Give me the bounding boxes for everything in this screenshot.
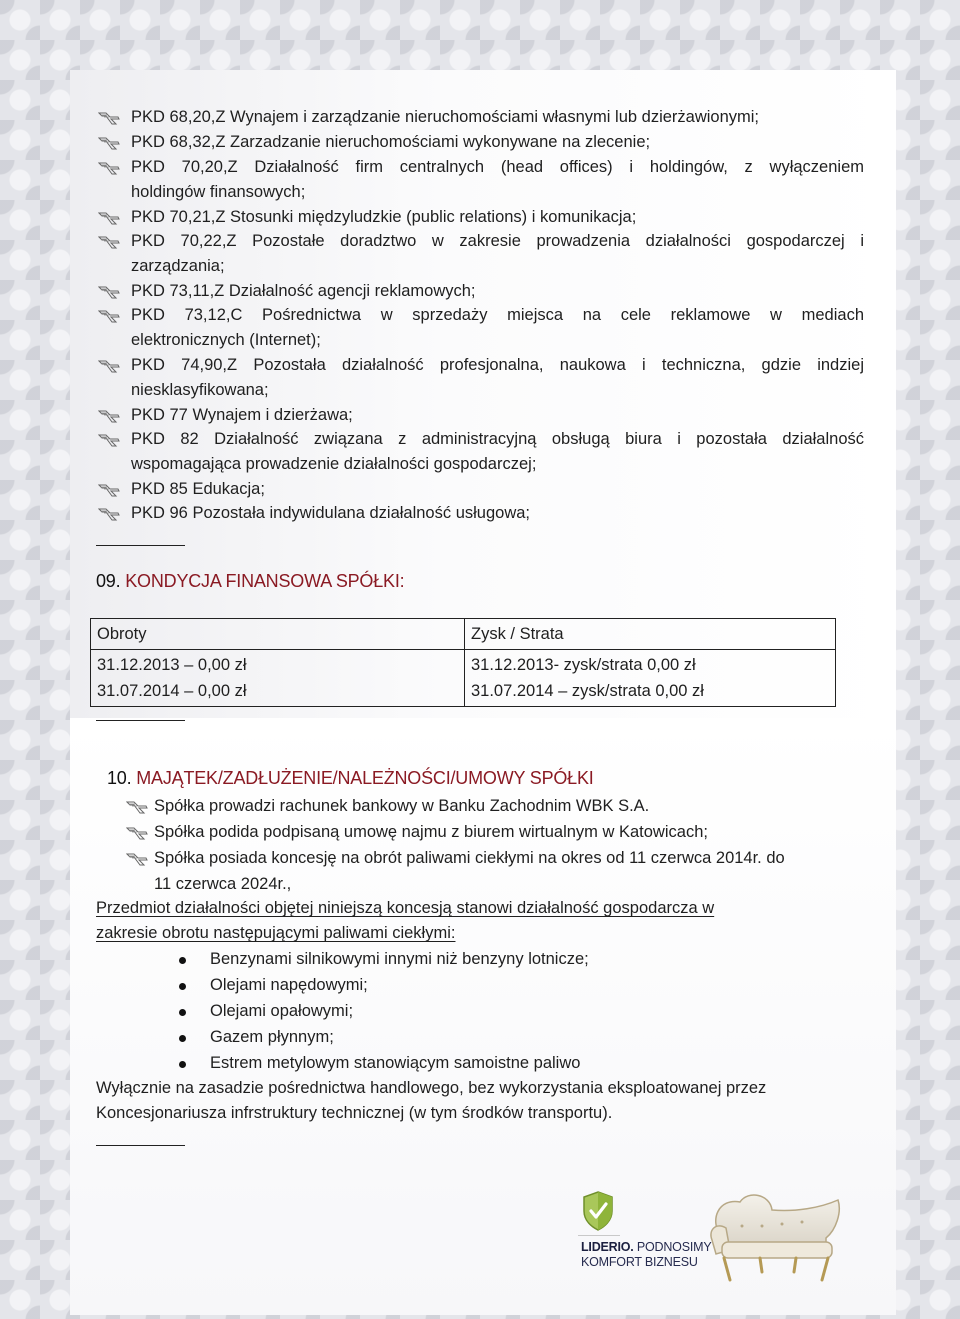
pkd-item-text: PKD 68,20,Z Wynajem i zarządzanie nieruchomościami własnymi lub dzierżawionymi;: [131, 108, 760, 126]
pkd-item-text: holdingów finansowych;: [131, 183, 306, 201]
section-10-item-text: Spółka posiada koncesję na obrót paliwami ciekłymi na okres od 11 czerwca 2014r. do: [154, 849, 785, 867]
section-10-number: 10.: [107, 768, 132, 788]
pkd-item-text: PKD 82 Działalność związana z administracyjną obsługą biura i pozostała działalność: [131, 430, 864, 448]
table-cell-line: 31.07.2014 – 0,00 zł: [97, 682, 247, 700]
table-cell-turnover: [91, 650, 465, 707]
closing-text-line: Koncesjonariusza infrstruktury technicznej (w tym środków transportu).: [96, 1104, 613, 1122]
table-cell-line: 31.07.2014 – zysk/strata 0,00 zł: [471, 682, 704, 700]
table-header-turnover: Obroty: [91, 619, 465, 650]
fuel-list-item: Olejami napędowymi;: [210, 976, 368, 994]
pkd-item-text: PKD 70,22,Z Pozostałe doradztwo w zakresie prowadzenia działalności gospodarczej i: [131, 232, 864, 250]
section-09-heading: [96, 571, 404, 592]
fuel-list-item: Olejami opałowymi;: [210, 1002, 354, 1020]
pkd-item-text: PKD 77 Wynajem i dzierżawa;: [131, 406, 353, 424]
hand-pointer-bullet-icon: [98, 409, 120, 423]
pkd-item-text: PKD 85 Edukacja;: [131, 480, 265, 498]
pkd-item-text: elektronicznych (Internet);: [131, 331, 321, 349]
hand-pointer-bullet-icon: [98, 507, 120, 521]
hand-pointer-bullet-icon: [98, 309, 120, 323]
separator-rule: [96, 720, 185, 721]
section-10-item-text: Spółka podida podpisaną umowę najmu z biurem wirtualnym w Katowicach;: [154, 823, 708, 841]
separator-rule: [96, 545, 185, 546]
pkd-item-text: PKD 68,32,Z Zarzadzanie nieruchomościami wykonywane na zlecenie;: [131, 133, 651, 151]
brand-name: LIDERIO.: [581, 1240, 634, 1254]
hand-pointer-bullet-icon: [98, 483, 120, 497]
pkd-item-text: zarządzania;: [131, 257, 225, 275]
brand-tagline: KOMFORT BIZNESU: [581, 1255, 698, 1269]
hand-pointer-bullet-icon: [126, 826, 148, 840]
section-09-title: KONDYCJA FINANSOWA SPÓŁKI:: [125, 571, 405, 591]
pkd-item-text: PKD 74,90,Z Pozostała działalność profesjonalna, naukowa i techniczna, gdzie indziej: [131, 356, 864, 374]
pkd-item-text: niesklasyfikowana;: [131, 381, 269, 399]
hand-pointer-bullet-icon: [98, 433, 120, 447]
shield-check-icon: [582, 1191, 614, 1231]
table-cell-line: 31.12.2013 – 0,00 zł: [97, 656, 247, 674]
fuel-list-item: Estrem metylowym stanowiącym samoistne paliwo: [210, 1054, 581, 1072]
pkd-item-text: PKD 70,20,Z Działalność firm centralnych (head offices) i holdingów, z wyłączeniem: [131, 158, 864, 176]
table-cell-line: 31.12.2013- zysk/strata 0,00 zł: [471, 656, 696, 674]
hand-pointer-bullet-icon: [98, 136, 120, 150]
hand-pointer-bullet-icon: [98, 359, 120, 373]
hand-pointer-bullet-icon: [126, 852, 148, 866]
pkd-item-text: wspomagająca prowadzenie działalności gospodarczej;: [131, 455, 537, 473]
concession-scope-line: zakresie obrotu następującymi paliwami ciekłymi:: [96, 924, 456, 942]
brand-logo-text: [581, 1240, 711, 1270]
table-cell-profit-loss: [465, 650, 836, 707]
closing-text-line: Wyłącznie na zasadzie pośrednictwa handlowego, bez wykorzystania eksploatowanej przez: [96, 1079, 767, 1097]
pkd-item-text: PKD 73,12,C Pośrednictwa w sprzedaży miejsca na cele reklamowe w mediach: [131, 306, 864, 324]
section-09-number: 09.: [96, 571, 121, 591]
section-10-heading: [107, 768, 594, 789]
section-10-item-text: Spółka prowadzi rachunek bankowy w Banku Zachodnim WBK S.A.: [154, 797, 650, 815]
hand-pointer-bullet-icon: [126, 800, 148, 814]
bullet-dot-icon: [179, 983, 186, 990]
logo-divider: [578, 1235, 620, 1236]
bullet-dot-icon: [179, 1009, 186, 1016]
financial-table: [90, 618, 836, 707]
brand-tagline: PODNOSIMY: [636, 1240, 712, 1254]
section-10-item-text: 11 czerwca 2024r.,: [154, 875, 292, 893]
section-10-title: MAJĄTEK/ZADŁUŻENIE/NALEŻNOŚCI/UMOWY SPÓŁKI: [136, 768, 594, 788]
hand-pointer-bullet-icon: [98, 211, 120, 225]
table-header-profit-loss: Zysk / Strata: [465, 619, 836, 650]
pkd-item-text: PKD 73,11,Z Działalność agencji reklamowych;: [131, 282, 476, 300]
hand-pointer-bullet-icon: [98, 235, 120, 249]
hand-pointer-bullet-icon: [98, 161, 120, 175]
hand-pointer-bullet-icon: [98, 111, 120, 125]
separator-rule: [96, 1145, 185, 1146]
pkd-item-text: PKD 70,21,Z Stosunki międzyludzkie (public relations) i komunikacja;: [131, 208, 637, 226]
fuel-list-item: Benzynami silnikowymi innymi niż benzyny lotnicze;: [210, 950, 589, 968]
hand-pointer-bullet-icon: [98, 285, 120, 299]
table-row: [91, 650, 836, 707]
concession-scope-line: Przedmiot działalności objętej niniejszą koncesją stanowi działalność gospodarcza w: [96, 899, 715, 917]
fuel-list-item: Gazem płynnym;: [210, 1028, 334, 1046]
pkd-item-text: PKD 96 Pozostała indywidulana działalność usługowa;: [131, 504, 530, 522]
sofa-image: [700, 1180, 850, 1290]
bullet-dot-icon: [179, 1061, 186, 1068]
bullet-dot-icon: [179, 957, 186, 964]
bullet-dot-icon: [179, 1035, 186, 1042]
table-row: [91, 619, 836, 650]
